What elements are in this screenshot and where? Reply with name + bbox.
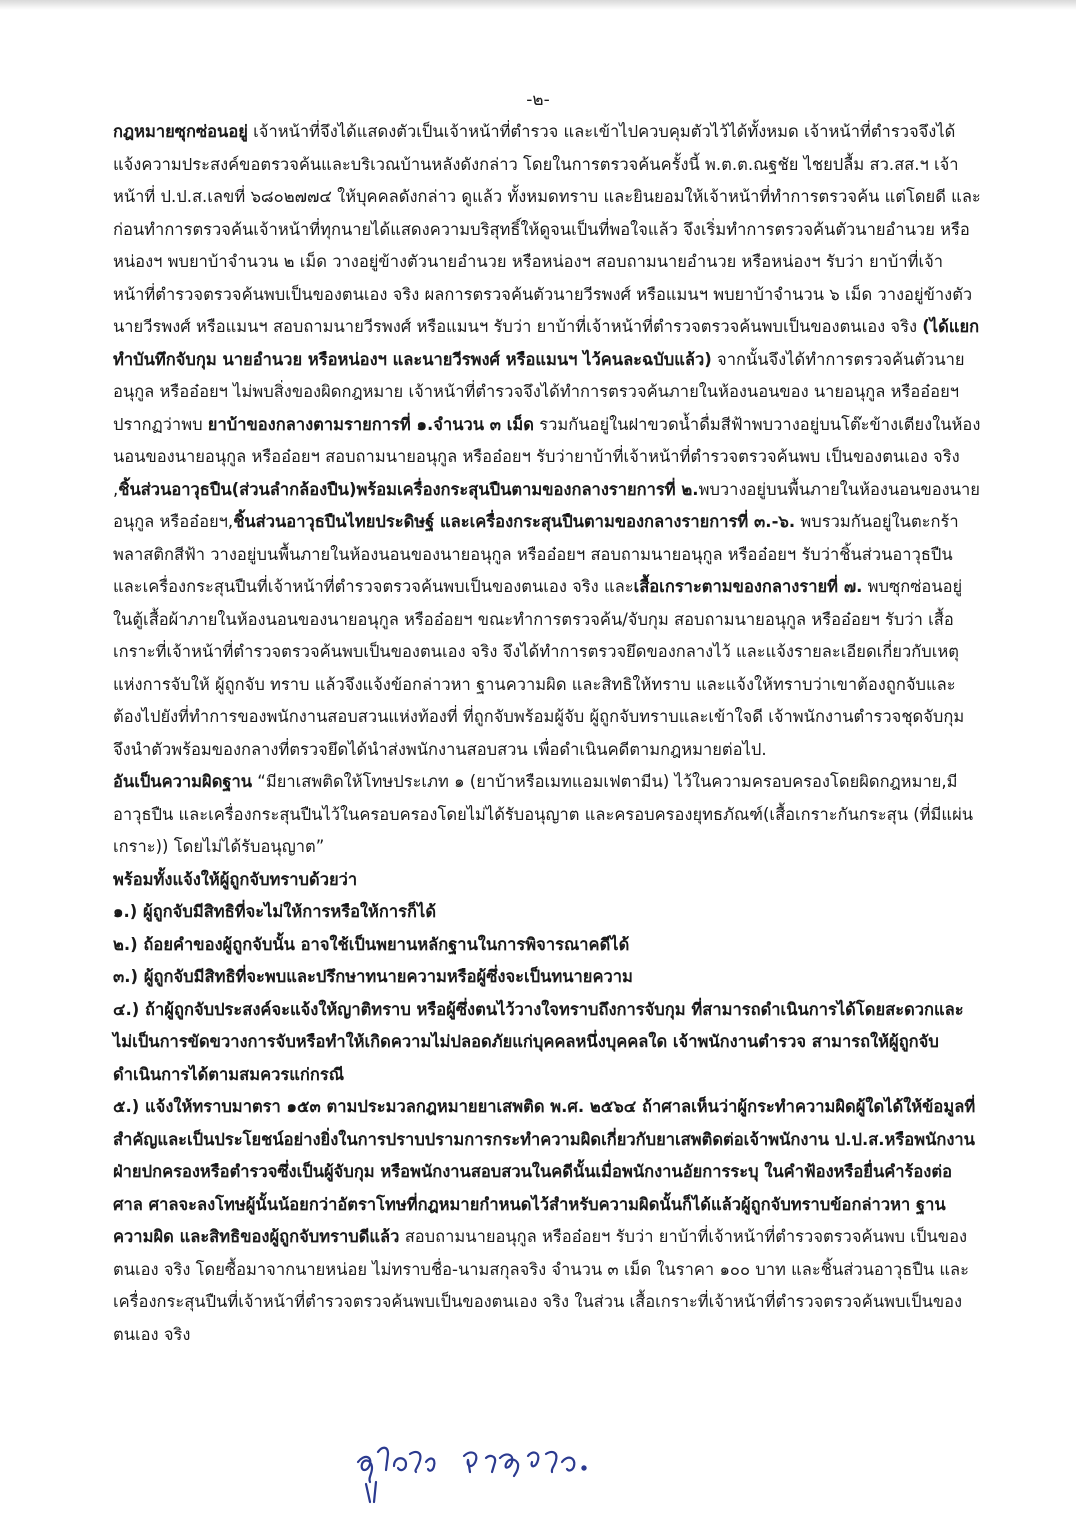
text-segment: ชิ้นส่วนอาวุธปืน(ส่วนลำกล้องปืน)พร้อมเครื่องกระสุนปืนตามของกลางรายการที่ ๒. bbox=[118, 479, 699, 499]
paragraph-search-details bbox=[113, 116, 981, 766]
right-item-2 bbox=[113, 929, 981, 962]
right5-normal-text: สอบถามนายอนุกูล หรืออ๋อยฯ รับว่า ยาบ้าที่เจ้าหน้าที่ตำรวจตรวจค้นพบ เป็นของตนเอง จริง โดยซื้อมาจากนายหน่อย ไม่ทราบชื่อ-นามสกุลจริง จำนวน ๓ เม็ด ในราคา ๑๐๐ บาท และชิ้นส่วนอาวุธปืน และเครื่องกระสุนปืนที่เจ้าหน้าที่ตำรวจตรวจค้นพบเป็นของตนเอง จริง ในส่วน เสื้อเกราะที่เจ้าหน้าที่ตำรวจตรวจค้นพบเป็นของตนเอง จริง bbox=[113, 1227, 969, 1344]
text-segment: ยาบ้าของกลางตามรายการที่ ๑.จำนวน ๓ เม็ด bbox=[207, 414, 535, 434]
text-segment: (ได้แยกทำบันทึกจับกุม นายอำนวย หรือหน่องฯ และนายวีรพงศ์ หรือแมนฯ ไว้คนละฉบับแล้ว) bbox=[113, 317, 980, 369]
text-segment: จากนั้นจึงได้ทำการตรวจค้นตัวนายอนุกูล หรืออ๋อยฯ ไม่พบสิ่งของผิดกฎหมาย เจ้าหน้าที่ตำรวจจึงได้ทำการตรวจค้นภายในห้องนอนของ นายอนุกูล หรืออ๋อยฯ ปรากฏว่าพบ bbox=[113, 349, 965, 434]
text-segment: เจ้าหน้าที่จึงได้แสดงตัวเป็นเจ้าหน้าที่ตำรวจ และเข้าไปควบคุมตัวไว้ได้ทั้งหมด เจ้าหน้าที่ตำรวจจึงได้แจ้งความประสงค์ขอตรวจค้นและบริเวณบ้านหลังดังกล่าว โดยในการตรวจค้นครั้งนี้ พ.ต.ต.ณฐชัย ไชยปลื้ม สว.สส.ฯ เจ้าหน้าที่ ป.ป.ส.เลขที่ ๖๘๐๒๗๗๔ ให้บุคคลดังกล่าว ดูแล้ว ทั้งหมดทราบ และยินยอมให้เจ้าหน้าที่ทำการตรวจค้น แต่โดยดี และก่อนทำการตรวจค้นเจ้าหน้าที่ทุกนายได้แสดงความบริสุทธิ์ให้ดูจนเป็นที่พอใจแล้ว จึงเริ่มทำการตรวจค้นตัวนายอำนวย หรือหน่องฯ พบยาบ้าจำนวน ๒ เม็ด วางอยู่ข้างตัวนายอำนวย หรือหน่องฯ สอบถามนายอำนวย หรือหน่องฯ รับว่า ยาบ้าที่เจ้าหน้าที่ตำรวจตรวจค้นพบเป็นของตนเอง จริง ผลการตรวจค้นตัวนายวีรพงศ์ หรือแมนฯ พบยาบ้าจำนวน ๖ เม็ด วางอยู่ข้างตัวนายวีรพงศ์ หรือแมนฯ สอบถามนายวีรพงศ์ หรือแมนฯ รับว่า ยาบ้าที่เจ้าหน้าที่ตำรวจตรวจค้นพบเป็นของตนเอง จริง bbox=[113, 122, 981, 336]
scan-edge bbox=[0, 0, 1076, 10]
notify-heading-text: พร้อมทั้งแจ้งให้ผู้ถูกจับทราบด้วยว่า bbox=[113, 869, 358, 889]
text-segment: รวมกันอยู่ในฝาขวดน้ำดื่มสีฟ้าพบวางอยู่บนโต๊ะข้างเตียงในห้องนอนของนายอนุกูล หรืออ๋อยฯ สอบถามนายอนุกูล หรืออ๋อยฯ รับว่ายาบ้าที่เจ้าหน้าที่ตำรวจตรวจค้นพบ เป็นของตนเอง จริง , bbox=[113, 414, 981, 499]
right-item-4 bbox=[113, 994, 981, 1092]
right-text: ๓.) ผู้ถูกจับมีสิทธิที่จะพบและปรึกษาทนายความหรือผู้ซึ่งจะเป็นทนายความ bbox=[113, 967, 633, 986]
charge-label: อันเป็นความผิดฐาน bbox=[113, 772, 253, 791]
paragraph-charge bbox=[113, 766, 981, 864]
right-item-5 bbox=[113, 1091, 981, 1351]
text-segment: พบวางอยู่บนพื้นภายในห้องนอนของนายอนุกูล หรืออ๋อยฯ, bbox=[113, 479, 980, 531]
text-segment: พบซุกซ่อนอยู่ในตู้เสื้อผ้าภายในห้องนอนของนายอนุกูล หรืออ๋อยฯ ขณะทำการตรวจค้น/จับกุม สอบถามนายอนุกูล หรืออ๋อยฯ รับว่า เสื้อเกราะที่เจ้าหน้าที่ตำรวจตรวจค้นพบเป็นของตนเอง จริง จึงได้ทำการตรวจยึดของกลางไว้ และแจ้งรายละเอียดเกี่ยวกับเหตุแห่งการจับให้ ผู้ถูกจับ ทราบ แล้วจึงแจ้งข้อกล่าวหา ฐานความผิด และสิทธิให้ทราบ และแจ้งให้ทราบว่าเขาต้องถูกจับและต้องไปยังที่ทำการของพนักงานสอบสวนแห่งท้องที่ ที่ถูกจับพร้อมผู้จับ ผู้ถูกจับทราบและเข้าใจดี เจ้าพนักงานตำรวจชุดจับกุมจึงนำตัวพร้อมของกลางที่ตรวจยึดได้นำส่งพนักงานสอบสวน เพื่อดำเนินคดีตามกฎหมายต่อไป. bbox=[113, 577, 965, 759]
text-segment: กฎหมายซุกซ่อนอยู่ bbox=[113, 122, 248, 141]
right-text: ๑.) ผู้ถูกจับมีสิทธิที่จะไม่ให้การหรือให้การก็ได้ bbox=[113, 902, 437, 921]
right-text: ๒.) ถ้อยคำของผู้ถูกจับนั้น อาจใช้เป็นพยานหลักฐานในการพิจารณาคดีได้ bbox=[113, 934, 630, 954]
page-number: -๒- bbox=[526, 90, 550, 110]
notify-heading bbox=[113, 864, 981, 897]
handwritten-signature bbox=[352, 1432, 632, 1512]
right5-bold-text: ๕.) แจ้งให้ทราบมาตรา ๑๕๓ ตามประมวลกฎหมายยาเสพติด พ.ศ. ๒๕๖๔ ถ้าศาลเห็นว่าผู้กระทำความผิดผู้ใดได้ให้ข้อมูลที่สำคัญและเป็นประโยชน์อย่างยิ่งในการปราบปรามการกระทำความผิดเกี่ยวกับยาเสพติดต่อเจ้าพนักงาน ป.ป.ส.หรือพนักงานฝ่ายปกครองหรือตำรวจซึ่งเป็นผู้จับกุม หรือพนักงานสอบสวนในคดีนั้นเมื่อพนักงานอัยการระบุ ในคำฟ้องหรือยื่นคำร้องต่อศาล ศาลจะลงโทษผู้นั้นน้อยกว่าอัตราโทษที่กฎหมายกำหนดไว้สำหรับความผิดนั้นก็ได้แล้วผู้ถูกจับทราบข้อกล่าวหา ฐานความผิด และสิทธิของผู้ถูกจับทราบดีแล้ว bbox=[113, 1097, 976, 1246]
text-segment: พบรวมกันอยู่ในตะกร้าพลาสติกสีฟ้า วางอยู่บนพื้นภายในห้องนอนของนายอนุกูล หรืออ๋อยฯ สอบถามนายอนุกูล หรืออ๋อยฯ รับว่าชิ้นส่วนอาวุธปืน และเครื่องกระสุนปืนที่เจ้าหน้าที่ตำรวจตรวจค้นพบเป็นของตนเอง จริง และ bbox=[113, 512, 959, 596]
charge-text: “มียาเสพติดให้โทษประเภท ๑ (ยาบ้าหรือเมทแอมเฟตามีน) ไว้ในความครอบครองโดยผิดกฎหมาย,มีอาวุธปืน และเครื่องกระสุนปืนไว้ในครอบครองโดยไม่ได้รับอนุญาต และครอบครองยุทธภัณฑ์(เสื้อเกราะกันกระสุน (ที่มีแผ่นเกราะ)) โดยไม่ได้รับอนุญาต” bbox=[113, 772, 974, 856]
right-item-1 bbox=[113, 896, 981, 929]
text-segment: ชิ้นส่วนอาวุธปืนไทยประดิษฐ์ และเครื่องกระสุนปืนตามของกลางรายการที่ ๓.-๖. bbox=[233, 512, 796, 531]
document-body bbox=[113, 116, 981, 1351]
text-segment: เสื้อเกราะตามของกลางรายที่ ๗. bbox=[633, 577, 863, 596]
right-item-3 bbox=[113, 961, 981, 994]
right-text: ๔.) ถ้าผู้ถูกจับประสงค์จะแจ้งให้ญาติทราบ หรือผู้ซึ่งตนไว้วางใจทราบถึงการจับกุม ที่สามารถดำเนินการได้โดยสะดวกและไม่เป็นการขัดขวางการจับหรือทำให้เกิดความไม่ปลอดภัยแก่บุคคลหนึ่งบุคคลใด เจ้าพนักงานตำรวจ สามารถให้ผู้ถูกจับดำเนินการได้ตามสมควรแก่กรณี bbox=[113, 999, 964, 1084]
